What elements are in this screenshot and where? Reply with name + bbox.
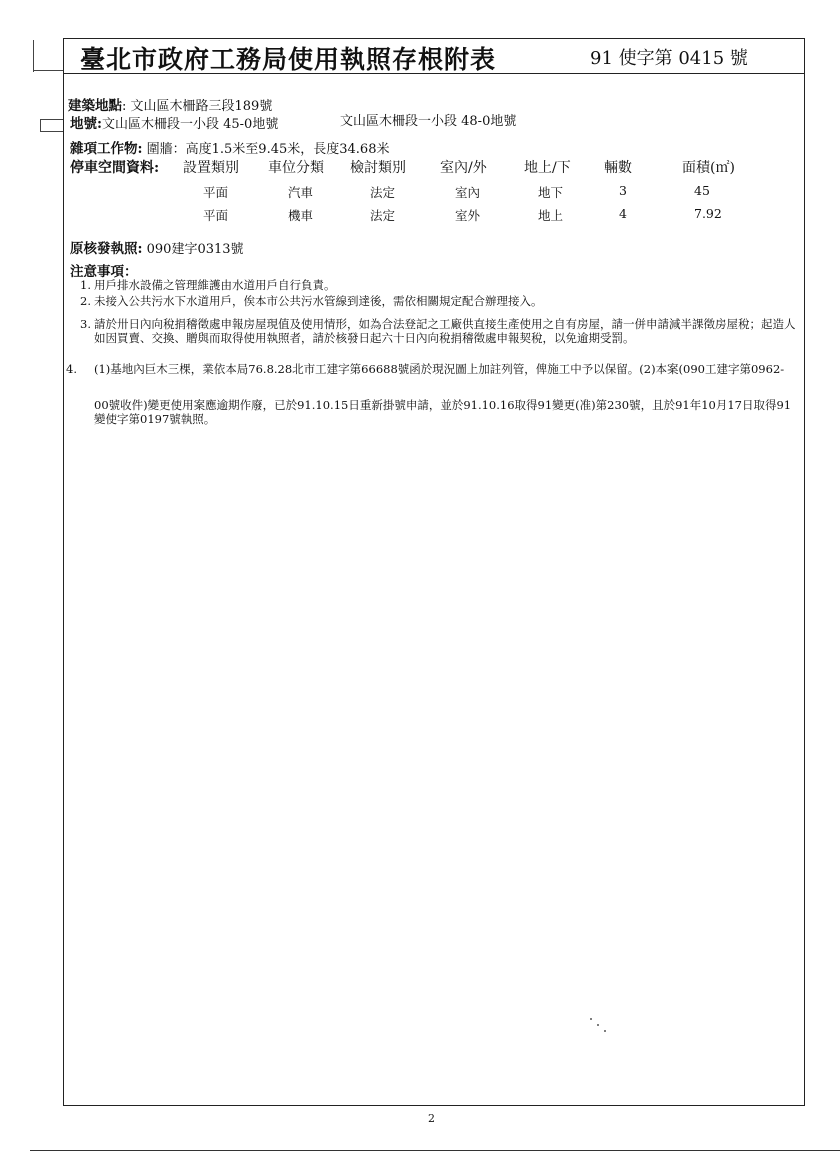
parking-label: 停車空間資料:	[70, 160, 160, 176]
parking-row-2-count: 4	[619, 206, 627, 221]
scan-margin-mark	[40, 119, 64, 120]
parking-row-2-indoor: 室外	[455, 208, 481, 223]
misc-value: 圍牆：高度1.5米至9.45米，長度34.68米	[146, 142, 390, 157]
original-permit-line	[70, 237, 244, 257]
parking-row-1-indoor: 室內	[455, 185, 481, 200]
note-text: 用戶排水設備之管理維護由水道用戶自行負責。	[94, 278, 336, 292]
parking-row-2-class: 機車	[288, 208, 314, 223]
parking-header-level: 地上/下	[524, 160, 571, 176]
original-permit-label: 原核發執照:	[70, 241, 143, 257]
address-line	[68, 94, 272, 114]
notes-label: 注意事項：	[70, 264, 138, 280]
document-frame	[63, 38, 805, 1106]
parking-header-type: 設置類別	[183, 160, 239, 176]
parking-row-1-class: 汽車	[288, 185, 314, 200]
scan-margin-mark	[40, 119, 41, 131]
document-title: 臺北市政府工務局使用執照存根附表	[80, 45, 497, 74]
lot-line	[70, 112, 278, 132]
note-item-2	[80, 294, 792, 308]
note-text-part-2: 00號收件)變更使用案應逾期作廢，已於91.10.15日重新掛號申請，並於91.10.16取得91變更(准)第230號，且於91年10月17日取得91變使字第0197號執照。	[94, 398, 792, 426]
bottom-divider	[30, 1150, 840, 1151]
note-number: 1.	[80, 278, 91, 292]
parking-header-class: 車位分類	[268, 160, 324, 176]
scan-margin-mark	[33, 40, 34, 72]
permit-number: 91 使字第 0415 號	[590, 48, 748, 69]
note-number: 4.	[66, 362, 77, 376]
parking-header-review: 檢討類別	[350, 160, 406, 176]
lot-value-2: 文山區木柵段一小段 48-0地號	[340, 114, 517, 129]
note-item-4-continued	[80, 398, 792, 426]
lot-label: 地號:	[70, 116, 102, 132]
note-item-4	[66, 362, 806, 376]
note-item-1	[80, 278, 792, 292]
note-text: 未接入公共污水下水道用戶，俟本市公共污水管線到達後，需依相關規定配合辦理接入。	[94, 294, 543, 308]
parking-header-area: 面積(㎡)	[682, 160, 735, 176]
parking-header-indoor: 室內/外	[440, 160, 487, 176]
misc-line	[70, 137, 389, 157]
parking-row-1-count: 3	[619, 183, 627, 198]
parking-header-count: 輛數	[604, 160, 632, 176]
scan-margin-mark	[40, 131, 64, 132]
note-number: 3.	[80, 317, 91, 331]
parking-row-1-type: 平面	[203, 185, 229, 200]
address-label: 建築地點	[68, 98, 122, 114]
parking-row-1-level: 地下	[538, 185, 564, 200]
note-text-part-1: (1)基地內巨木三棵，業依本局76.8.28北市工建字第66688號函於現況圖上加註列管，俾施工中予以保留。(2)本案(090工建字第0962-	[94, 362, 785, 376]
note-number: 2.	[80, 294, 91, 308]
parking-row-2-review: 法定	[370, 208, 396, 223]
parking-row-1-area: 45	[694, 183, 710, 198]
parking-row-2-level: 地上	[538, 208, 564, 223]
note-text: 請於卅日內向稅捐稽徵處申報房屋現值及使用情形，如為合法登記之工廠供直接生產使用之自有房屋，請一併申請減半課徵房屋稅；起造人如因買賣、交換、贈與而取得使用執照者，請於核發日起六十日內向稅捐稽徵處申報契稅，以免逾期受罰。	[94, 317, 796, 345]
misc-label: 雜項工作物:	[70, 141, 143, 157]
parking-row-1-review: 法定	[370, 185, 396, 200]
parking-row-2-area: 7.92	[694, 206, 722, 221]
address-value: : 文山區木柵路三段189號	[122, 99, 273, 114]
scan-margin-mark	[33, 70, 63, 71]
page-number: 2	[428, 1112, 435, 1125]
parking-row-2-type: 平面	[203, 208, 229, 223]
original-permit-value: 090建字0313號	[146, 242, 244, 257]
note-item-3	[80, 317, 806, 345]
lot-value-1: 文山區木柵段一小段 45-0地號	[101, 117, 279, 132]
